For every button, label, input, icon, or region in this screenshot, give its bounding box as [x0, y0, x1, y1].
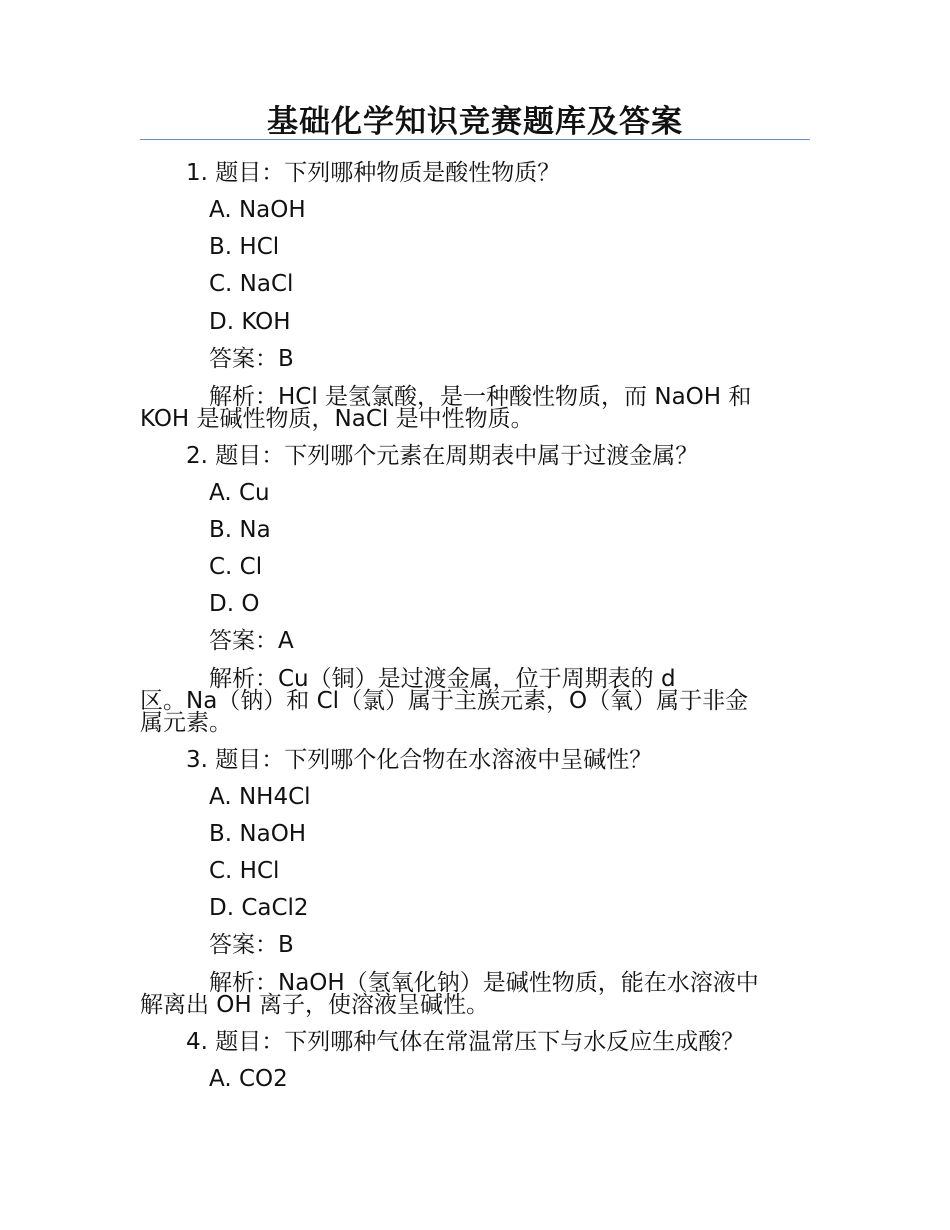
question-1-option-c: C. NaCl [209, 271, 294, 297]
question-2-option-c: C. Cl [209, 554, 263, 580]
question-3-explanation-line-2: 解离出 OH 离子，使溶液呈碱性。 [140, 992, 490, 1018]
document-title: 基础化学知识竞赛题库及答案 [267, 104, 683, 140]
question-3-option-c: C. HCl [209, 858, 280, 884]
question-3-stem: 3. 题目：下列哪个化合物在水溶液中呈碱性？ [186, 747, 653, 773]
question-2-stem: 2. 题目：下列哪个元素在周期表中属于过渡金属？ [186, 443, 699, 469]
question-2-option-b: B. Na [209, 517, 271, 543]
question-3-option-a: A. NH4Cl [209, 784, 311, 810]
question-2-answer: 答案：A [209, 628, 294, 654]
question-3-option-d: D. CaCl2 [209, 895, 309, 921]
question-3-explanation-line-1: 解析：NaOH（氢氧化钠）是碱性物质，能在水溶液中 [209, 970, 759, 996]
question-1-option-d: D. KOH [209, 309, 291, 335]
question-1-explanation-line-2: KOH 是碱性物质，NaCl 是中性物质。 [140, 406, 534, 432]
question-2-explanation-line-1: 解析：Cu（铜）是过渡金属，位于周期表的 d [209, 666, 676, 692]
question-1-option-a: A. NaOH [209, 197, 306, 223]
question-4-stem: 4. 题目：下列哪种气体在常温常压下与水反应生成酸？ [186, 1029, 745, 1055]
question-1-option-b: B. HCl [209, 234, 280, 260]
question-1-explanation-line-1: 解析：HCl 是氢氯酸，是一种酸性物质，而 NaOH 和 [209, 384, 752, 410]
question-2-explanation-line-2: 区。Na（钠）和 Cl（氯）属于主族元素，O（氧）属于非金 [140, 688, 749, 714]
question-4-option-a: A. CO2 [209, 1066, 288, 1092]
question-2-explanation-line-3: 属元素。 [140, 710, 232, 736]
question-1-stem: 1. 题目：下列哪种物质是酸性物质？ [186, 160, 561, 186]
question-3-option-b: B. NaOH [209, 821, 307, 847]
question-1-answer: 答案：B [209, 346, 294, 372]
question-2-option-d: D. O [209, 591, 260, 617]
question-3-answer: 答案：B [209, 932, 294, 958]
question-2-option-a: A. Cu [209, 480, 270, 506]
title-underline [140, 139, 810, 140]
